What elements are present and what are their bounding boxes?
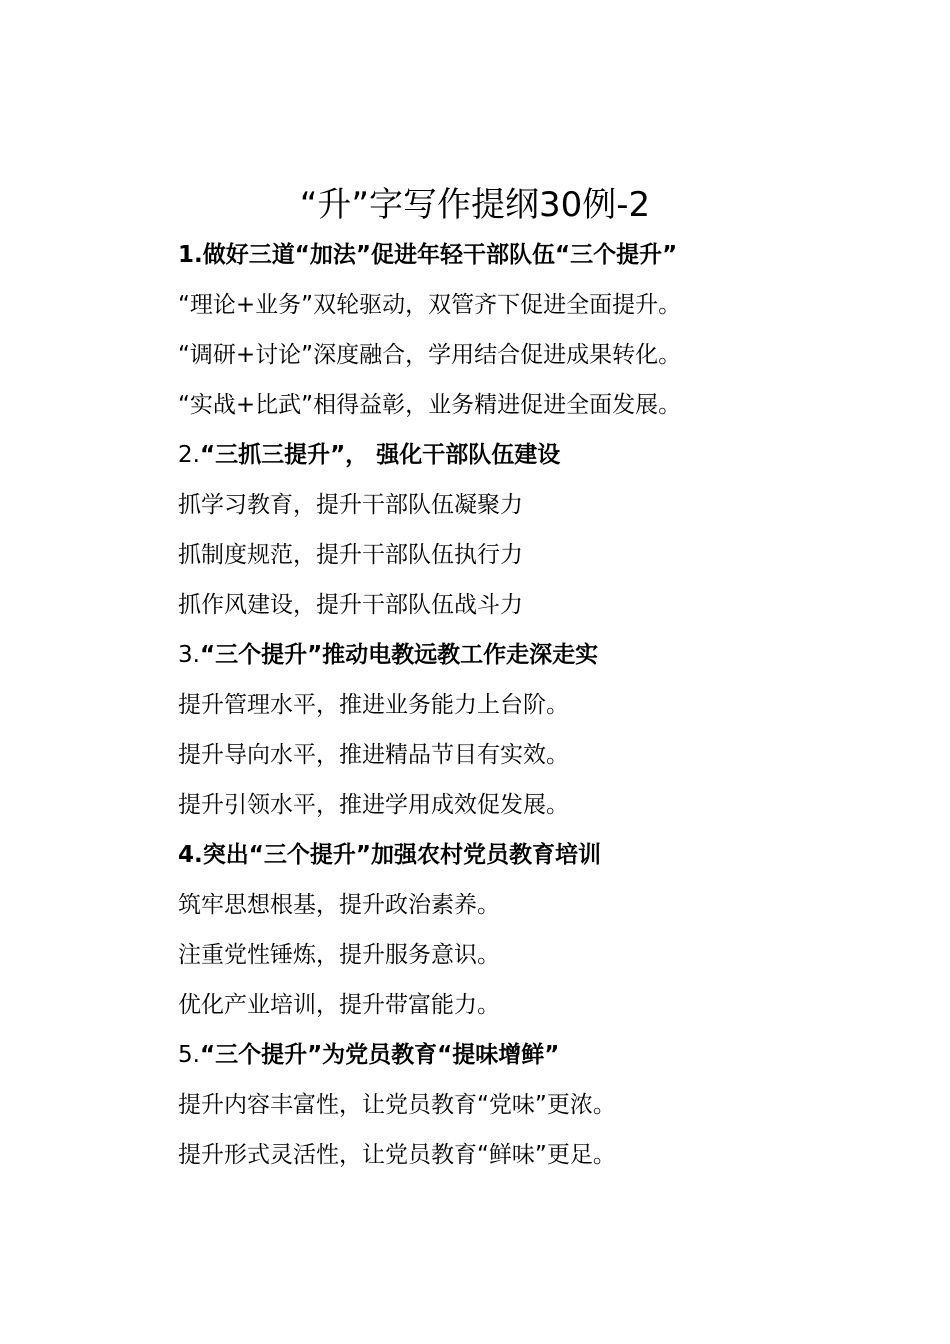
list-item: 注重党性锤炼，提升服务意识。 [178, 942, 500, 968]
section-heading-text: 突出“三个提升”加强农村党员教育培训 [202, 842, 601, 868]
list-item: “调研+讨论”深度融合，学用结合促进成果转化。 [178, 342, 682, 368]
section-heading [178, 830, 878, 880]
list-item: 提升形式灵活性，让党员教育“鲜味”更足。 [178, 1142, 616, 1168]
section-number: 3. [178, 642, 200, 668]
list-item: “实战+比武”相得益彰，业务精进促进全面发展。 [178, 392, 682, 418]
section-heading-text: “三个提升”推动电教远教工作走深走实 [199, 642, 599, 668]
list-item: 提升管理水平，推进业务能力上台阶。 [178, 692, 569, 718]
section-heading-text: “三抓三提升”， 强化干部队伍建设 [199, 442, 561, 468]
section-number: 1. [178, 242, 203, 268]
section-number: 2. [178, 442, 200, 468]
section-heading [178, 630, 878, 680]
section-heading-text: “三个提升”为党员教育“提味增鲜” [199, 1042, 560, 1068]
section-heading [178, 230, 878, 280]
list-item: 提升引领水平，推进学用成效促发展。 [178, 792, 569, 818]
list-item: 优化产业培训，提升带富能力。 [178, 992, 500, 1018]
list-item: 提升内容丰富性，让党员教育“党味”更浓。 [178, 1092, 616, 1118]
section-number: 5. [178, 1042, 200, 1068]
list-item: 提升导向水平，推进精品节目有实效。 [178, 742, 569, 768]
document-body [178, 230, 878, 1180]
section-heading-text: 做好三道“加法”促进年轻干部队伍“三个提升” [202, 242, 678, 268]
list-item: 抓制度规范，提升干部队伍执行力 [178, 542, 523, 568]
list-item: 筑牢思想根基，提升政治素养。 [178, 892, 500, 918]
list-item: 抓学习教育，提升干部队伍凝聚力 [178, 492, 523, 518]
section-heading [178, 430, 878, 480]
page-title: “升”字写作提纲30例-2 [299, 185, 651, 225]
section-heading [178, 1030, 878, 1080]
list-item: 抓作风建设，提升干部队伍战斗力 [178, 592, 523, 618]
section-number: 4. [178, 842, 203, 868]
list-item: “理论+业务”双轮驱动，双管齐下促进全面提升。 [178, 292, 682, 318]
